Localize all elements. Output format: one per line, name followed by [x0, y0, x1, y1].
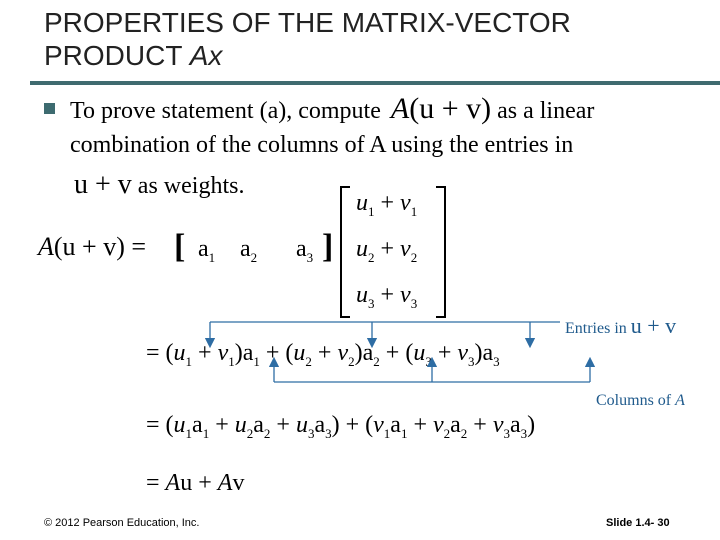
label-columns-text: Columns of [596, 392, 672, 409]
title-line-2-var: Ax [189, 40, 223, 71]
label-entries-expr: u + v [630, 313, 677, 338]
eq-lhs: A(u + v) = [38, 232, 147, 261]
footer-slide-number: Slide 1.4- 30 [606, 517, 670, 529]
column-a3: $a_3$ [296, 236, 314, 265]
row-bracket-right: ] [322, 228, 334, 265]
bullet-text-3: as weights. [137, 173, 245, 199]
bullet-line-2: combination of the columns of A using the entries in [70, 132, 574, 158]
bullet-expr-uv: u + v [74, 169, 132, 200]
row-bracket-left: [ [174, 228, 186, 265]
eq-line-2: = $(u_1 + v_1)a_1 + (u_2 + v_2)a_2 + (u_3 + v_3)a_3$ [146, 340, 500, 369]
title-line-1: PROPERTIES OF THE MATRIX-VECTOR [44, 7, 571, 38]
bullet-expr-auv: A(u + v) [390, 92, 492, 125]
title-line-2-prefix: PRODUCT [44, 40, 190, 71]
entry-u3-v3: $u_3 + v_3$ [356, 282, 418, 311]
column-a1: $a_1$ [198, 236, 216, 265]
entry-u2-v2: $u_2 + v_2$ [356, 236, 418, 265]
column-a2: $a_2$ [240, 236, 258, 265]
entry-u1-v1: $u_1 + v_1$ [356, 190, 418, 219]
eq-line-4: = Au + Av [146, 470, 245, 496]
bullet-text-2: as a linear [497, 98, 595, 124]
label-entries-text: Entries in [565, 320, 627, 337]
bullet-text-1: To prove statement (a), compute [70, 98, 381, 124]
eq-line-3: = $(u_1a_1 + u_2a_2 + u_3a_3) + (v_1a_1 + v_2a_2 + v_3a_3)$ [146, 412, 536, 441]
footer-copyright: © 2012 Pearson Education, Inc. [44, 517, 200, 529]
label-columns-var: A [675, 392, 685, 409]
